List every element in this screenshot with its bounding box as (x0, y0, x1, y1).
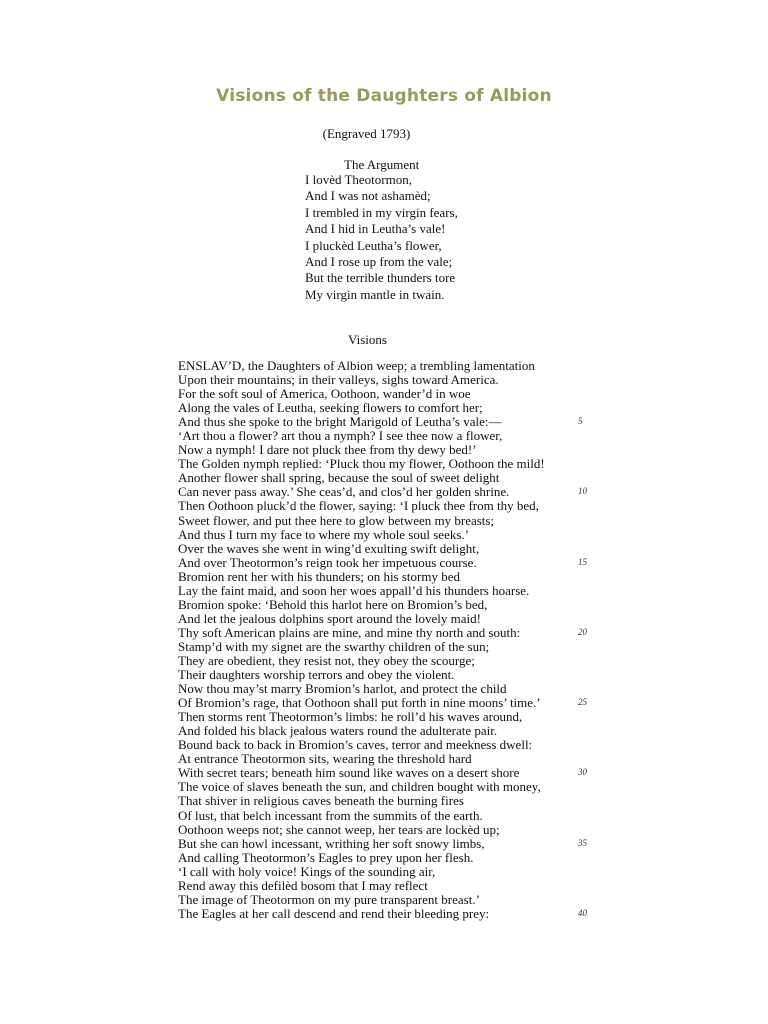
poem-line (178, 879, 608, 893)
poem-line-text: Then storms rent Theotormon’s limbs: he roll’d his waves around, (178, 709, 523, 725)
engraved-date: (Engraved 1793) (322, 126, 411, 141)
poem-line-text: Can never pass away.’ She ceas’d, and clos’d her golden shrine. (178, 484, 510, 500)
poem-line (178, 893, 608, 907)
visions-heading: Visions (348, 332, 387, 347)
poem-line (178, 359, 608, 373)
poem-line (178, 373, 608, 387)
poem-line (178, 528, 608, 542)
poem-line (178, 823, 608, 837)
line-number: 15 (578, 556, 587, 567)
poem-line (178, 794, 608, 808)
poem-line (178, 626, 608, 640)
poem-line (178, 780, 608, 794)
poem-line-text: But she can howl incessant, writhing her soft snowy limbs, (178, 835, 485, 851)
poem-line-text: And over Theotormon’s reign took her impetuous course. (178, 554, 477, 570)
poem-line-text: Now thou may’st marry Bromion’s harlot, and protect the child (178, 681, 507, 697)
argument-line: My virgin mantle in twain. (305, 286, 445, 302)
line-number: 40 (578, 907, 587, 918)
visions-poem (178, 359, 608, 921)
line-number: 25 (578, 697, 587, 708)
poem-line-text: Now a nymph! I dare not pluck thee from thy dewy bed!’ (178, 442, 477, 458)
poem-line-text: And folded his black jealous waters round the adulterate pair. (178, 723, 498, 739)
poem-line-text: Sweet flower, and put thee here to glow between my breasts; (178, 512, 495, 528)
poem-line-text: Rend away this defilèd bosom that I may reflect (178, 877, 428, 893)
poem-line (178, 640, 608, 654)
poem-line (178, 809, 608, 823)
poem-line (178, 387, 608, 401)
poem-line (178, 837, 608, 851)
poem-line-text: At entrance Theotormon sits, wearing the threshold hard (178, 751, 472, 767)
argument-line: And I was not ashamèd; (305, 188, 431, 204)
poem-line (178, 710, 608, 724)
poem-line-text: Then Oothoon pluck’d the flower, saying: ‘I pluck thee from thy bed, (178, 498, 539, 514)
poem-line-text: The image of Theotormon on my pure transparent breast.’ (178, 891, 480, 907)
argument-line: And I hid in Leutha’s vale! (305, 221, 446, 237)
poem-line (178, 570, 608, 584)
poem-line-text: And calling Theotormon’s Eagles to prey upon her flesh. (178, 849, 474, 865)
line-number: 30 (578, 767, 587, 778)
argument-line: I lovèd Theotormon, (305, 172, 412, 187)
poem-line-text: Stamp’d with my signet are the swarthy children of the sun; (178, 638, 490, 654)
poem-line-text: Bound back to back in Bromion’s caves, terror and meekness dwell: (178, 737, 533, 753)
poem-line-text: For the soft soul of America, Oothoon, wander’d in woe (178, 386, 471, 402)
poem-line-text: Bromion rent her with his thunders; on his stormy bed (178, 568, 461, 584)
poem-line (178, 696, 608, 710)
poem-title: Visions of the Daughters of Albion (216, 86, 552, 106)
poem-line-text: Of lust, that belch incessant from the summits of the earth. (178, 807, 483, 823)
poem-line (178, 654, 608, 668)
poem-line (178, 542, 608, 556)
line-number: 5 (578, 416, 583, 427)
poem-line-text: And thus she spoke to the bright Marigold of Leutha’s vale:— (178, 414, 502, 430)
poem-line-text: The voice of slaves beneath the sun, and children bought with money, (178, 779, 541, 795)
poem-line (178, 752, 608, 766)
poem-line (178, 738, 608, 752)
poem-line-text: ‘Art thou a flower? art thou a nymph? I see thee now a flower, (178, 428, 503, 444)
poem-line (178, 612, 608, 626)
poem-line-text: They are obedient, they resist not, they obey the scourge; (178, 652, 475, 668)
poem-line-text: And let the jealous dolphins sport around the lovely maid! (178, 610, 481, 626)
poem-line (178, 865, 608, 879)
poem-line-text: The Golden nymph replied: ‘Pluck thou my flower, Oothoon the mild! (178, 456, 545, 472)
poem-line (178, 443, 608, 457)
argument-heading: The Argument (344, 157, 420, 172)
poem-line-text: And thus I turn my face to where my whole soul seeks.’ (178, 526, 469, 542)
poem-line-text: Over the waves she went in wing’d exulting swift delight, (178, 540, 480, 556)
poem-line-text: Upon their mountains; in their valleys, sighs toward America. (178, 372, 499, 388)
poem-line-text: ENSLAV’D, the Daughters of Albion weep; a trembling lamentation (178, 358, 535, 373)
line-number: 20 (578, 626, 587, 637)
poem-line (178, 682, 608, 696)
poem-line (178, 401, 608, 415)
poem-line (178, 499, 608, 513)
poem-line (178, 514, 608, 528)
poem-line-text: Bromion spoke: ‘Behold this harlot here on Bromion’s bed, (178, 596, 488, 612)
poem-line (178, 766, 608, 780)
poem-line (178, 668, 608, 682)
poem-line-text: Their daughters worship terrors and obey the violent. (178, 667, 455, 683)
poem-line (178, 851, 608, 865)
poem-line (178, 598, 608, 612)
poem-line-text: That shiver in religious caves beneath the burning fires (178, 793, 464, 809)
poem-line-text: Along the vales of Leutha, seeking flowers to comfort her; (178, 400, 483, 416)
poem-line (178, 429, 608, 443)
poem-line-text: The Eagles at her call descend and rend their bleeding prey: (178, 905, 490, 921)
argument-line: I pluckèd Leutha’s flower, (305, 237, 442, 253)
poem-line-text: ‘I call with holy voice! Kings of the sounding air, (178, 863, 436, 879)
argument-line: But the terrible thunders tore (305, 270, 456, 286)
poem-line-text: Lay the faint maid, and soon her woes appall’d his thunders hoarse. (178, 582, 530, 598)
poem-line (178, 471, 608, 485)
poem-line (178, 584, 608, 598)
poem-line-text: Thy soft American plains are mine, and mine thy north and south: (178, 624, 521, 640)
poem-line (178, 457, 608, 471)
poem-line-text: Another flower shall spring, because the soul of sweet delight (178, 470, 500, 486)
argument-line: I trembled in my virgin fears, (305, 204, 458, 220)
poem-line (178, 556, 608, 570)
line-number: 10 (578, 486, 587, 497)
poem-line (178, 907, 608, 921)
argument-stanza (305, 172, 458, 303)
argument-line: And I rose up from the vale; (305, 254, 453, 270)
poem-line (178, 415, 608, 429)
poem-line (178, 485, 608, 499)
poem-line-text: Of Bromion’s rage, that Oothoon shall put forth in nine moons’ time.’ (178, 695, 541, 711)
poem-line-text: Oothoon weeps not; she cannot weep, her tears are lockèd up; (178, 821, 500, 837)
line-number: 35 (578, 837, 587, 848)
poem-line (178, 724, 608, 738)
poem-line-text: With secret tears; beneath him sound like waves on a desert shore (178, 765, 520, 781)
